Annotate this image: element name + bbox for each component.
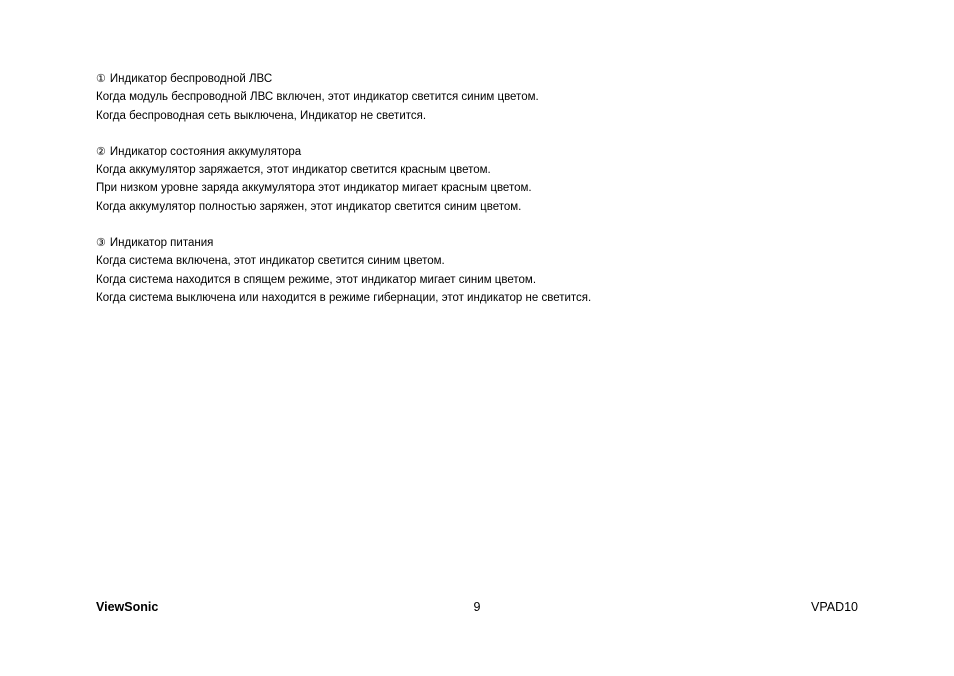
model-name: VPAD10 [810, 600, 858, 614]
section-text-line: Когда система находится в спящем режиме, этот индикатор мигает синим цветом. [96, 273, 537, 286]
section-title: Индикатор состояния аккумулятора [109, 145, 302, 158]
section-power-indicator [96, 234, 876, 307]
page-number: 9 [473, 600, 481, 614]
section-text-line: Когда модуль беспроводной ЛВС включен, этот индикатор светится синим цветом. [96, 91, 539, 104]
section-title: Индикатор беспроводной ЛВС [109, 73, 273, 85]
section-heading [96, 234, 876, 252]
brand-name: ViewSonic [96, 600, 159, 614]
section-text-line: Когда аккумулятор заряжается, этот индикатор светится красным цветом. [96, 164, 491, 177]
section-title: Индикатор питания [109, 237, 214, 250]
section-heading [96, 143, 876, 161]
page-footer [96, 598, 858, 616]
section-text-line: Когда беспроводная сеть выключена, Индикатор не светится. [96, 109, 427, 122]
section-wireless-lan-indicator [96, 70, 876, 125]
section-text-line: Когда система выключена или находится в режиме гибернации, этот индикатор не светится. [96, 291, 592, 304]
circled-number-three-icon: ③ [96, 237, 106, 250]
document-body [96, 70, 876, 307]
section-text-line: При низком уровне заряда аккумулятора этот индикатор мигает красным цветом. [96, 182, 532, 195]
section-battery-status-indicator [96, 143, 876, 216]
section-heading [96, 70, 876, 88]
circled-number-one-icon: ① [96, 73, 106, 86]
circled-number-two-icon: ② [96, 146, 106, 159]
section-text-line: Когда аккумулятор полностью заряжен, этот индикатор светится синим цветом. [96, 200, 522, 213]
section-text-line: Когда система включена, этот индикатор светится синим цветом. [96, 255, 445, 268]
